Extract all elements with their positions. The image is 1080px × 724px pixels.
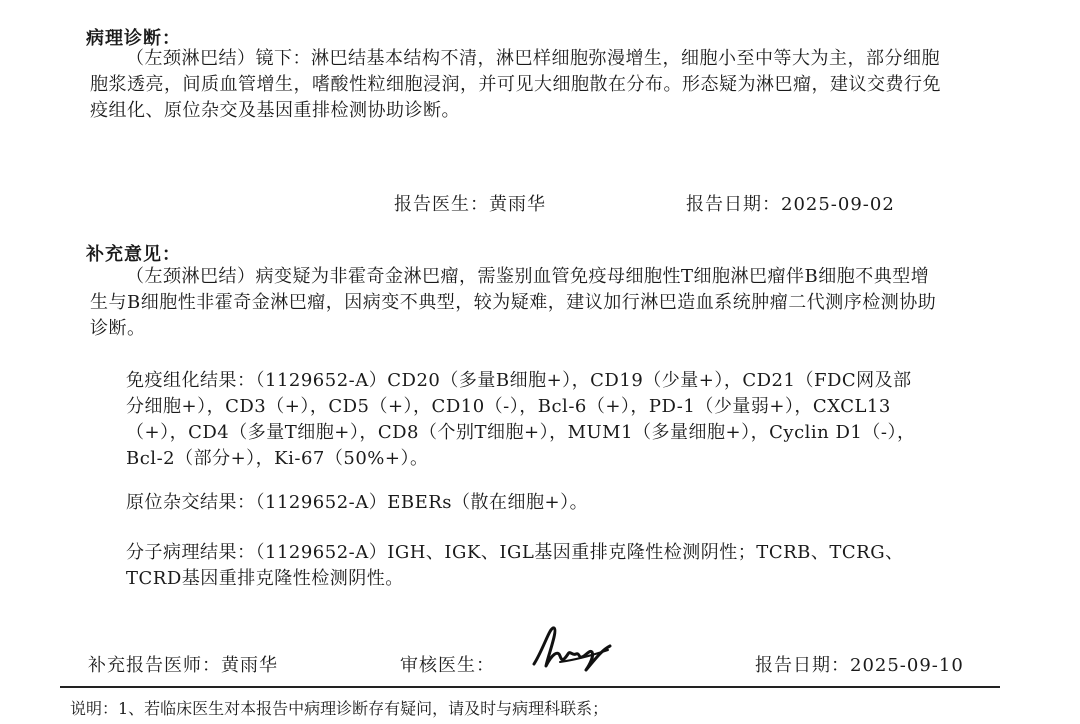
supplement-doctor: [88, 651, 278, 677]
final-report-date-value: 2025-09-10: [850, 655, 964, 676]
diagnosis-heading: 病理诊断：: [86, 28, 181, 49]
molecular-results: 分子病理结果：（1129652-A）IGH、IGK、IGL基因重排克隆性检测阴性；TCRB、TCRG、TCRD基因重排克隆性检测阴性。: [126, 542, 904, 589]
report-doctor-name: 黄雨华: [489, 194, 546, 215]
report-date-value: 2025-09-02: [781, 194, 895, 215]
final-report-date-label: 报告日期：: [755, 655, 850, 676]
reviewer-signature: [530, 620, 614, 680]
report-doctor-label: 报告医生：: [394, 194, 489, 215]
report-date-label: 报告日期：: [686, 194, 781, 215]
report-doctor: [394, 190, 546, 216]
supplement-heading: 补充意见：: [86, 244, 181, 265]
footer-divider: [60, 686, 1000, 688]
supplement-doctor-name: 黄雨华: [221, 655, 278, 676]
reviewer-label: 审核医生：: [400, 655, 495, 676]
report-date: [686, 190, 895, 216]
supplement-doctor-label: 补充报告医师：: [88, 655, 221, 676]
ihc-results: 免疫组化结果：（1129652-A）CD20（多量B细胞+），CD19（少量+），CD21（FDC网及部分细胞+），CD3（+），CD5（+），CD10（-），Bcl-6（+），PD-1（少量弱+），CXCL13（+），CD4（多量T细胞+），CD8（个别T细胞+），MUM1（多量细胞+），Cyclin D1（-），Bcl-2（部分+），Ki-67（50%+）。: [126, 370, 916, 469]
diagnosis-text: （左颈淋巴结）镜下：淋巴结基本结构不清，淋巴样细胞弥漫增生，细胞小至中等大为主，部分细胞胞浆透亮，间质血管增生，嗜酸性粒细胞浸润，并可见大细胞散在分布。形态疑为淋巴瘤，建议交费行免疫组化、原位杂交及基因重排检测协助诊断。: [90, 48, 941, 121]
final-report-date: [755, 651, 964, 677]
supplement-opinion: （左颈淋巴结）病变疑为非霍奇金淋巴瘤，需鉴别血管免疫母细胞性T细胞淋巴瘤伴B细胞不典型增生与B细胞性非霍奇金淋巴瘤，因病变不典型，较为疑难，建议加行淋巴造血系统肿瘤二代测序检测协助诊断。: [90, 266, 937, 339]
footer-note: 说明：1、若临床医生对本报告中病理诊断存有疑问，请及时与病理科联系；: [70, 699, 609, 718]
ish-results: 原位杂交结果：（1129652-A）EBERs（散在细胞+）。: [126, 492, 589, 513]
